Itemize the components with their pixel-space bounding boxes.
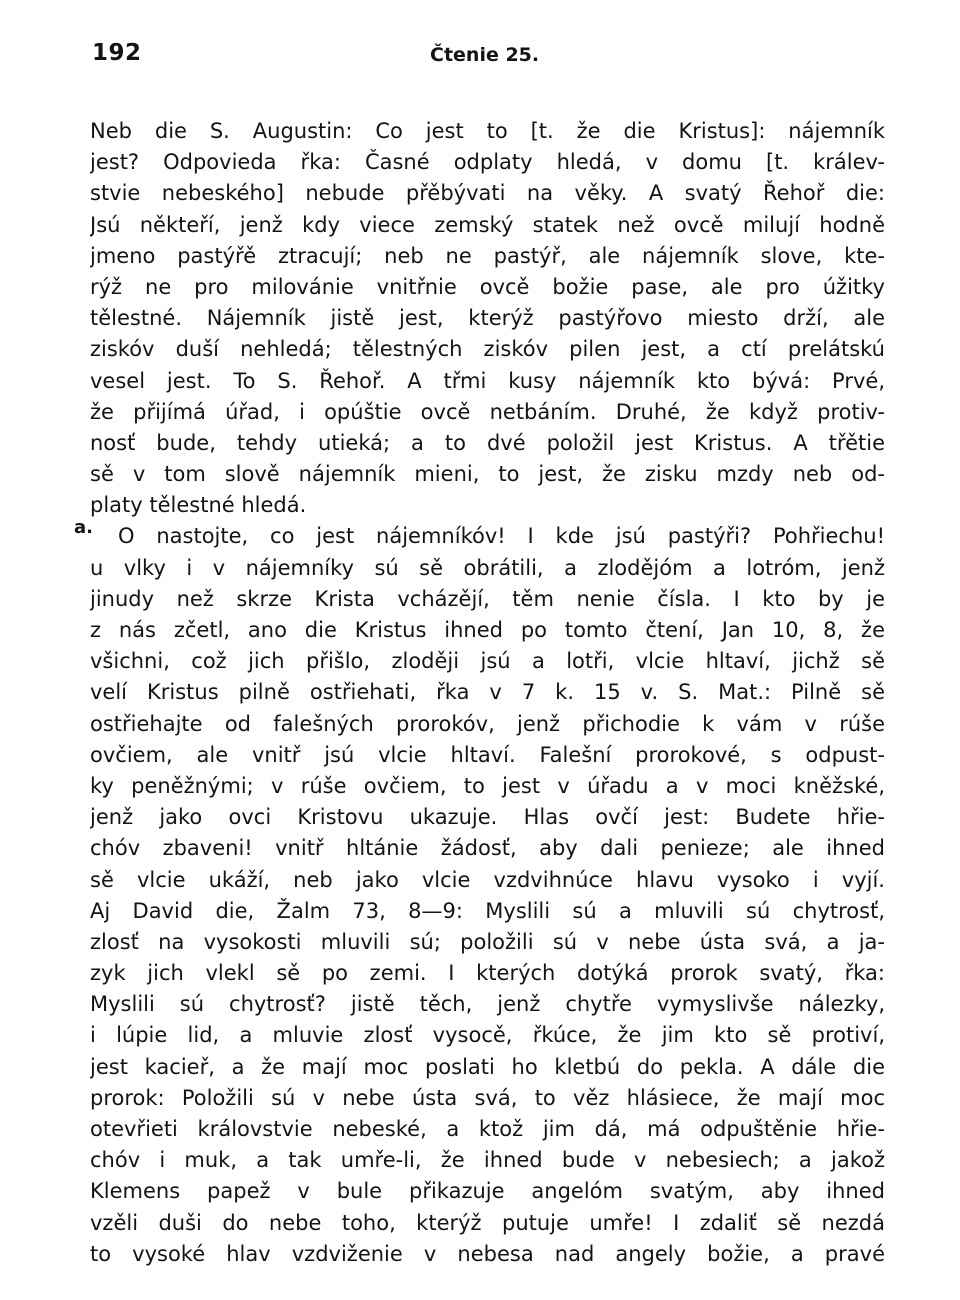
text-line: O nastojte, co jest nájemníkóv! I kde jsú pastýři? Pohřiechu! [118,524,885,549]
text-line: ziskóv duší nehledá; tělestných ziskóv pilen jest, a ctí prelátskú [90,337,885,362]
text-line: otevřieti královstvie nebeské, a ktož jim dá, má odpuštěnie hřie- [90,1117,885,1141]
text-line: zlosť na vysokosti mluvili sú; položili sú v nebe ústa svá, a ja- [90,929,885,954]
text-line: jmeno pastýřě ztracují; neb ne pastýř, ale nájemník slove, kte- [90,243,885,268]
margin-note: a. [74,517,93,538]
text-line: Myslili sú chytrosť? jistě těch, jenž chytře vymyslivše nálezky, [90,992,885,1017]
text-line: to vysoké hlav vzdviženie v nebesa nad angely božie, a pravé [90,1241,885,1266]
text-line: stvie nebeského] nebude přěbývati na věky. A svatý Řehoř die: [90,181,885,206]
text-line: prorok: Položili sú v nebe ústa svá, to věz hlásiece, že mají moc [90,1085,885,1110]
text-line: Neb die S. Augustin: Co jest to [t. že die Kristus]: nájemník [90,119,885,143]
text-line: z nás zčetl, ano die Kristus ihned po tomto čtení, Jan 10, 8, že [90,618,885,642]
text-line: jenž jako ovci Kristovu ukazuje. Hlas ovčí jest: Budete hřie- [90,805,885,830]
page-number: 192 [92,40,142,66]
text-line: Jsú někteří, jenž kdy viece zemský statek než ovcě milují hodně [90,212,885,237]
text-line: ovčiem, ale vnitř jsú vlcie hltaví. Falešní prorokové, s odpust- [90,742,885,767]
text-line: jest kacieř, a že mají moc poslati ho kletbú do pekla. A dále die [90,1054,885,1079]
text-line: vesel jest. To S. Řehoř. A třmi kusy nájemník kto bývá: Prvé, [90,368,885,393]
text-line: Klemens papež v bule přikazuje angelóm svatým, aby ihned [90,1179,885,1204]
text-line: vzěli duši do nebe toho, kterýž putuje umře! I zdaliť sě nezdá [90,1210,885,1235]
text-line: jest? Odpovieda řka: Časné odplaty hledá, v domu [t. králev- [90,150,885,175]
text-line: ky peněžnými; v rúše ovčiem, to jest v úřadu a v moci kněžské, [90,773,885,798]
text-line: ostřiehajte od falešných prorokóv, jenž přichodie k vám v rúše [90,711,885,736]
text-line: u vlky i v nájemníky sú sě obrátili, a zlodějóm a lotróm, jenž [90,555,885,580]
text-line: nosť bude, tehdy utieká; a to dvé položil jest Kristus. A třětie [90,430,885,455]
text-line: rýž ne pro milovánie vnitřnie ovcě božie pase, ale pro úžitky [90,274,885,299]
text-line: sě v tom slově nájemník mieni, to jest, že zisku mzdy neb od- [90,462,885,487]
text-line: sě vlcie ukáží, neb jako vlcie vzdvihnúce hlavu vysoko i vyjí. [90,867,885,892]
text-line: jinudy než skrze Krista vcházějí, těm nenie čísla. I kto by je [90,586,885,611]
text-line: že přijímá úřad, i opúštie ovcě netbáním. Druhé, že když protiv- [90,399,885,424]
text-line: chóv zbaveni! vnitř hltánie žádosť, aby dali penieze; ale ihned [90,836,885,861]
text-line: zyk jich vlekl sě po zemi. I kterých dotýká prorok svatý, řka: [90,961,885,986]
text-line: všichni, což jich přišlo, zloději jsú a lotři, vlcie hltaví, jichž sě [90,649,885,674]
text-line: chóv i muk, a tak umře-li, že ihned bude v nebesiech; a jakož [90,1148,885,1173]
text-line: i lúpie lid, a mluvie zlosť vysocě, řkúce, že jim kto sě protiví, [90,1023,885,1048]
running-title: Čtenie 25. [430,44,540,66]
text-line: velí Kristus pilně ostřiehati, řka v 7 k. 15 v. S. Mat.: Pilně sě [90,680,885,705]
body-text [90,116,885,1270]
page-header [92,40,882,80]
text-line: tělestné. Nájemník jistě jest, kterýž pastýřovo miesto drží, ale [90,306,885,331]
text-line: Aj David die, Žalm 73, 8—9: Myslili sú a mluvili sú chytrosť, [90,898,885,923]
text-line: platy tělestné hledá. [90,493,307,518]
